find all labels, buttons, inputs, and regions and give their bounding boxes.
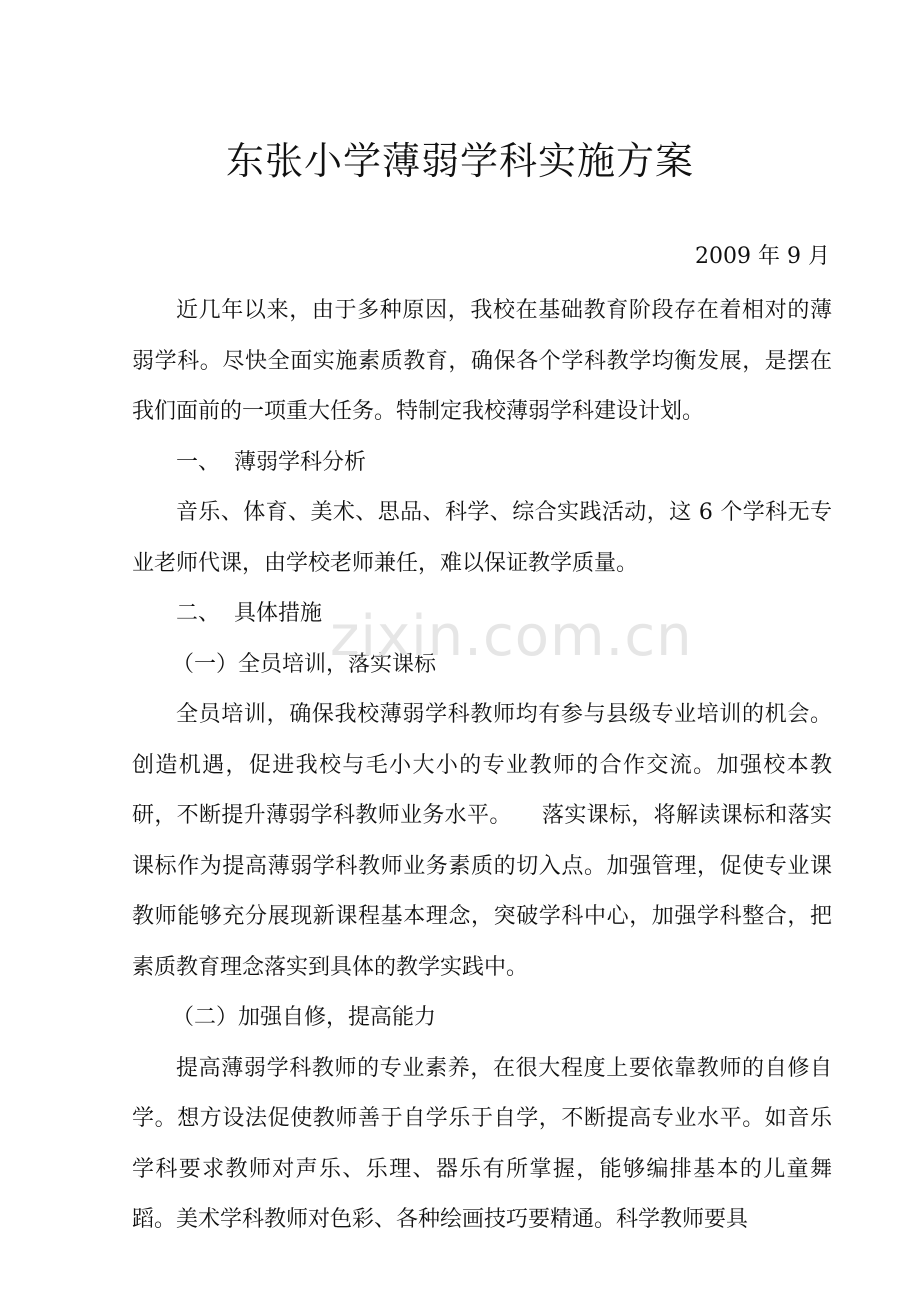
sub-heading-2: （二）加强自修，提高能力: [172, 1005, 437, 1030]
sub-1-text-b: 落实课标，将解读课标和落实课标作为提高薄弱学科教师业务素质的切入点。加强管理，促使专业课教师能够充分展现新课程基本理念，突破学科中心，加强学科整合，把素质教育理念落实到具体的教学实践中。: [132, 803, 832, 980]
sub-2-paragraph: 提高薄弱学科教师的专业素养，在很大程度上要依靠教师的自修自学。想方设法促使教师善于自学乐于自学，不断提高专业水平。如音乐学科要求教师对声乐、乐理、器乐有所掌握，能够编排基本的儿童舞蹈。美术学科教师对色彩、各种绘画技巧要精通。科学教师要具: [132, 1055, 832, 1232]
section-heading-2: [132, 589, 832, 640]
document-title: 东张小学薄弱学科实施方案: [225, 139, 694, 183]
section-1-paragraph: 音乐、体育、美术、思品、科学、综合实践活动，这 6 个学科无专业老师代课，由学校老师兼任，难以保证教学质量。: [132, 500, 832, 576]
section-number: 二、: [176, 601, 221, 626]
section-number: 一、: [176, 449, 221, 475]
section-title: 薄弱学科分析: [234, 449, 367, 475]
sub-1-text-a: 全员培训，确保我校薄弱学科教师均有参与县级专业培训的机会。创造机遇，促进我校与毛小大小的专业教师的合作交流。加强校本教研，不断提升薄弱学科教师业务水平。: [132, 702, 832, 828]
sub-heading-1: （一）全员培训，落实课标: [172, 651, 437, 677]
section-heading-1: [132, 438, 832, 489]
document-date: 2009 年 9 月: [695, 244, 830, 269]
watermark-text: zixin.com.cn: [330, 604, 693, 669]
intro-paragraph: 近几年以来，由于多种原因，我校在基础教育阶段存在着相对的薄弱学科。尽快全面实施素质教育，确保各个学科教学均衡发展，是摆在我们面前的一项重大任务。特制定我校薄弱学科建设计划。: [132, 298, 832, 424]
sub-1-paragraph: [132, 690, 832, 993]
document-body: [132, 286, 832, 1246]
section-title: 具体措施: [234, 601, 323, 626]
